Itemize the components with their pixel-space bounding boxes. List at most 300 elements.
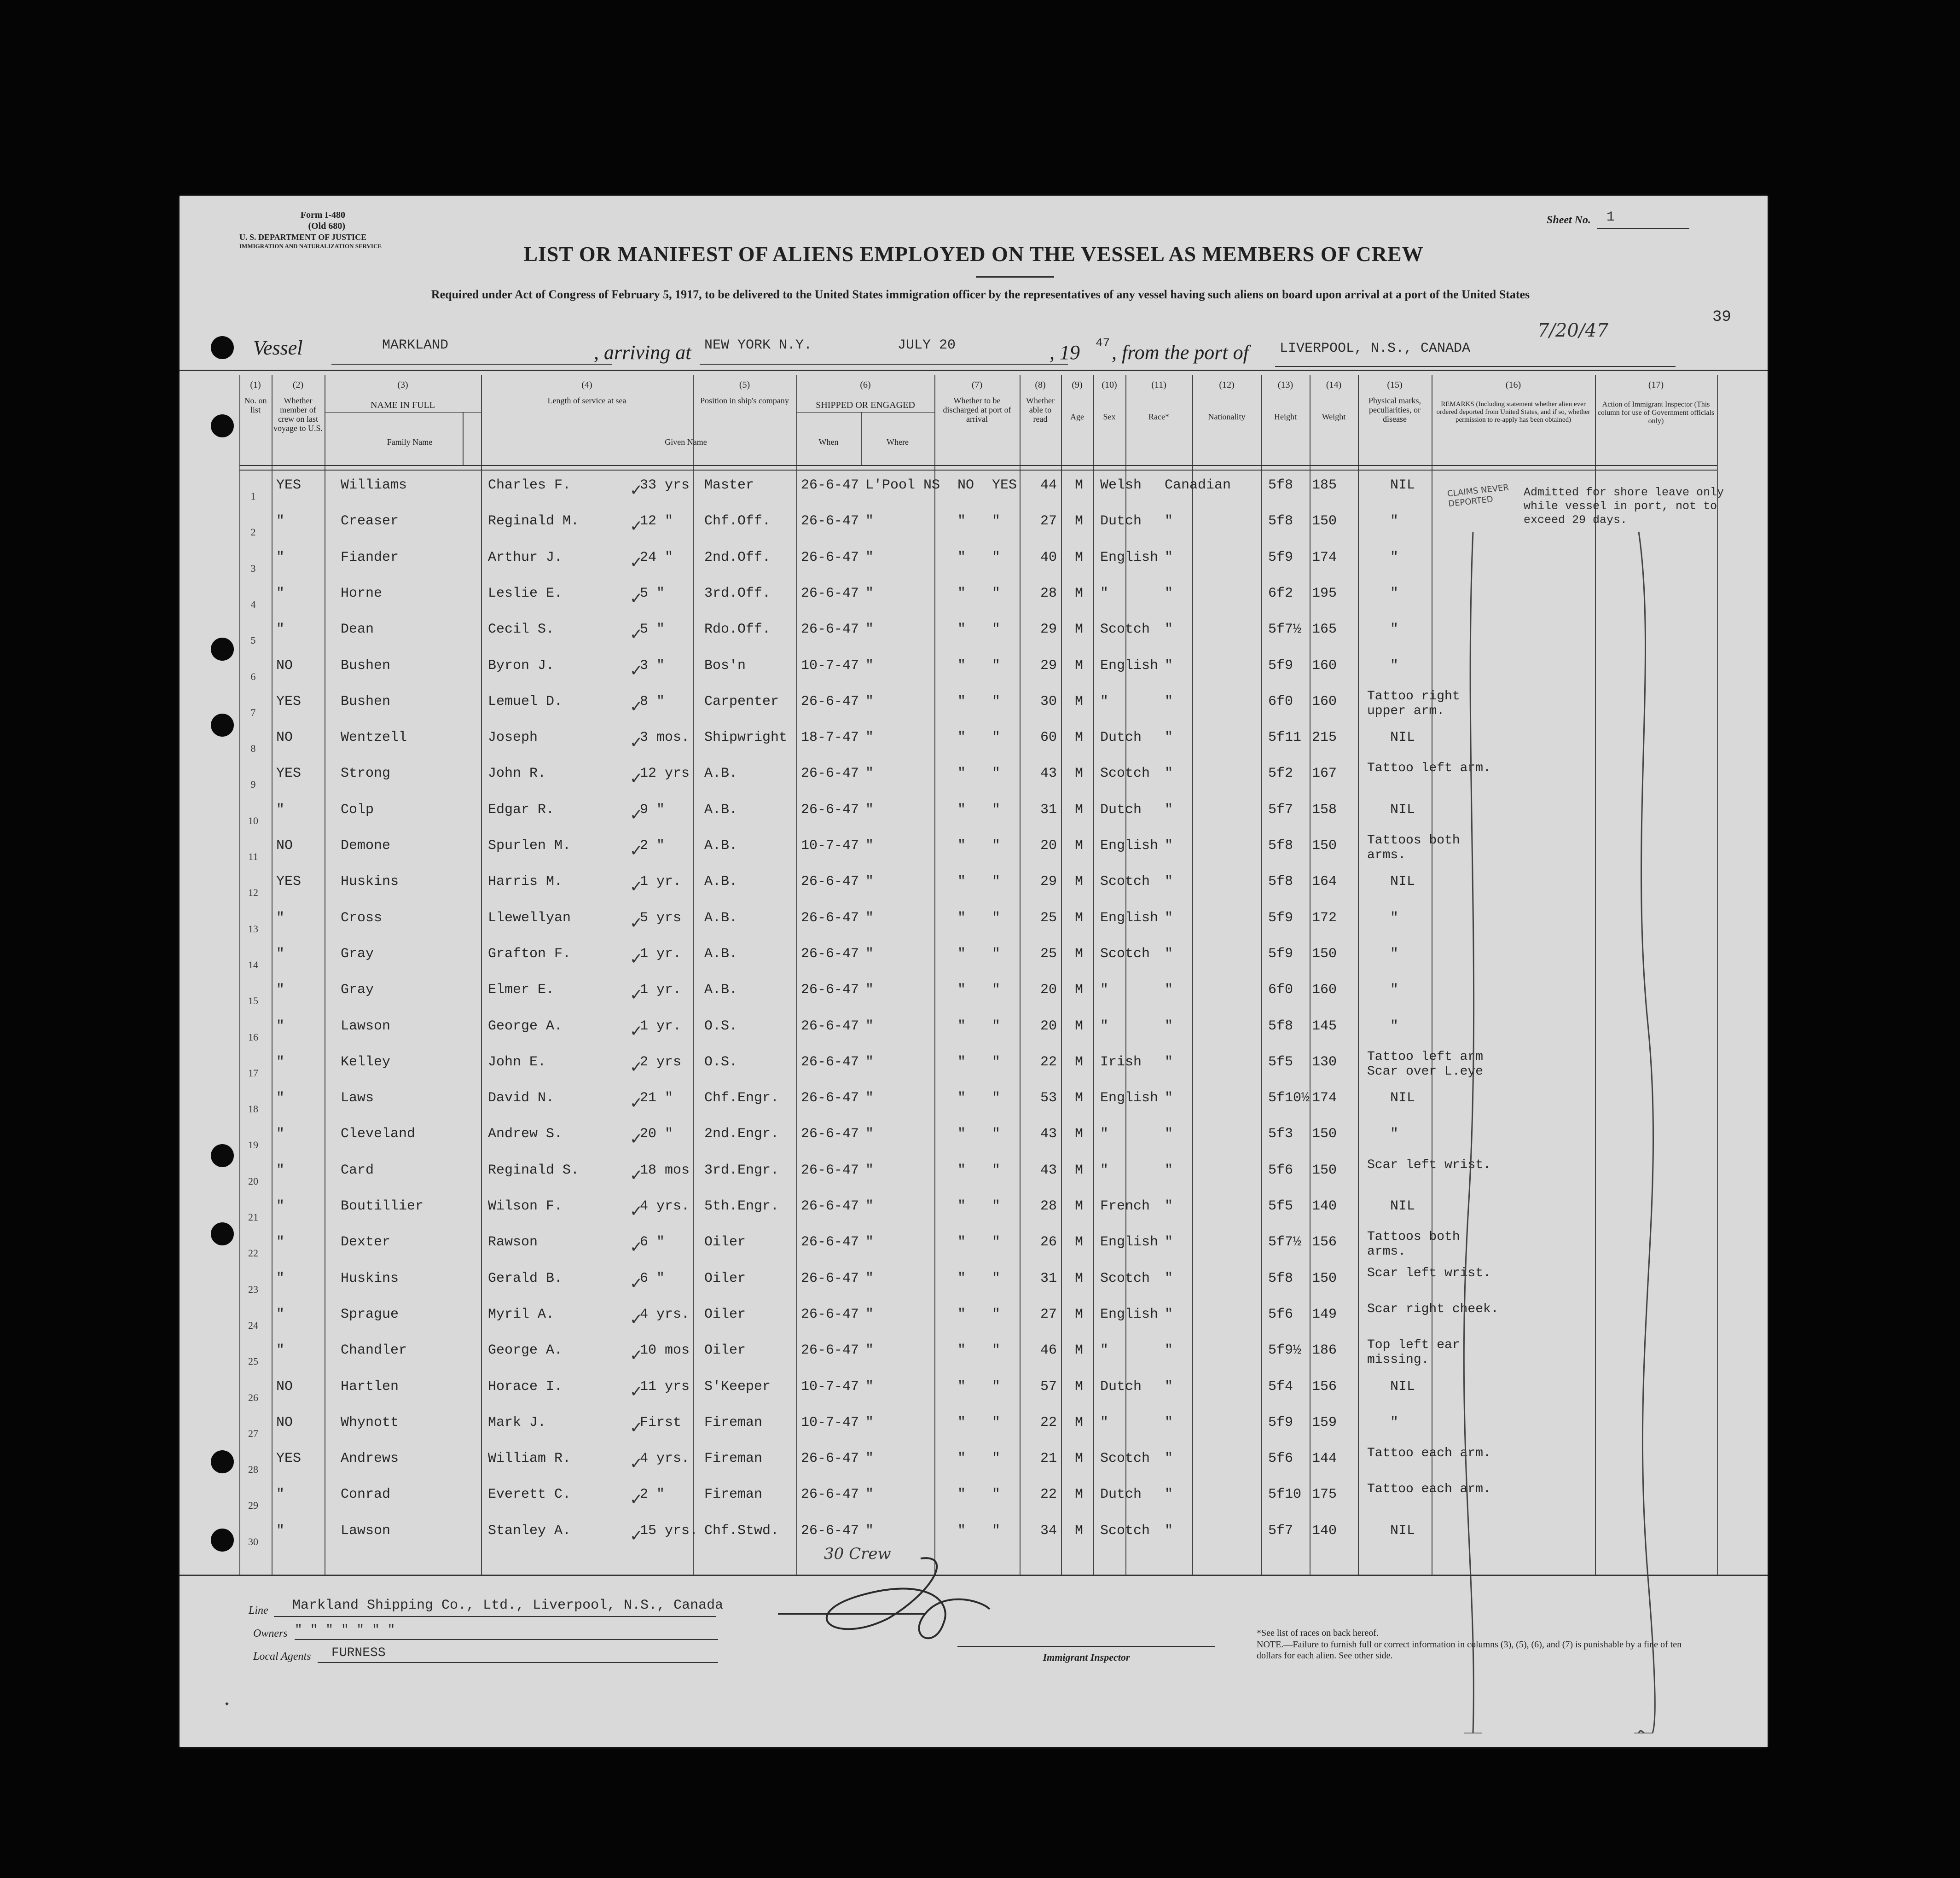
cell-sex: M [1075, 1054, 1084, 1070]
cell-family-name: Hartlen [341, 1378, 399, 1395]
cell-race: Dutch [1100, 730, 1142, 746]
check-mark-icon: ✓ [630, 1346, 643, 1365]
cell-shipped-when: 26-6-47 [801, 874, 859, 890]
cell-age: 43 [1040, 1126, 1057, 1142]
cell-shipped-when: 26-6-47 [801, 982, 859, 998]
cell-position: A.B. [704, 766, 738, 782]
cell-able-to-read: " [992, 982, 1001, 998]
cell-shipped-when: 26-6-47 [801, 802, 859, 818]
vessel-name: MARKLAND [382, 337, 449, 353]
cell-nationality: " [1165, 1054, 1173, 1070]
cell-shipped-where: " [865, 693, 874, 709]
cell-nationality: " [1165, 1162, 1173, 1178]
cell-weight: 167 [1312, 766, 1337, 782]
column-header: Length of service at sea [547, 396, 626, 405]
cell-nationality: " [1165, 982, 1173, 998]
check-mark-icon: ✓ [630, 733, 643, 752]
cell-family-name: Fiander [341, 549, 399, 565]
cell-position: A.B. [704, 982, 738, 998]
inspector-label: Immigrant Inspector [1043, 1651, 1130, 1663]
column-header: REMARKS (Including statement whether alien ever ordered deported from United States, and if so, whether permission to re-apply has been obtained) [1436, 401, 1590, 424]
cell-nationality: " [1165, 1523, 1173, 1539]
column-number: (6) [860, 380, 871, 390]
cell-service-length: ✓ 1 yr. [630, 1018, 682, 1041]
cell-able-to-read: " [992, 1126, 1001, 1142]
cell-service-length: ✓ 18 mos [630, 1162, 690, 1185]
cell-height: 5f8 [1268, 838, 1293, 854]
cell-shipped-where: " [865, 585, 874, 601]
vessel-label: Vessel [253, 337, 303, 359]
cell-family-name: Gray [341, 946, 374, 962]
cell-able-to-read: " [992, 910, 1001, 926]
cell-shipped-when: 26-6-47 [801, 622, 859, 638]
row-number: 10 [248, 814, 258, 826]
cell-last-voyage: NO [276, 838, 293, 854]
cell-sex: M [1075, 549, 1084, 565]
cell-shipped-where: " [865, 1126, 874, 1142]
cell-race: " [1100, 1343, 1109, 1359]
cell-nationality: " [1165, 1414, 1173, 1430]
cell-position: Fireman [704, 1451, 763, 1467]
cell-given-name: Byron J. [488, 657, 555, 674]
cell-sex: M [1075, 1414, 1084, 1430]
cell-weight: 164 [1312, 874, 1337, 890]
subheader-given-name: Given Name [665, 437, 707, 447]
cell-service-length: ✓ 6 " [630, 1234, 665, 1257]
cell-age: 53 [1040, 1090, 1057, 1106]
cell-age: 31 [1040, 1270, 1057, 1286]
cell-service-length: ✓ 21 " [630, 1090, 673, 1113]
cell-discharged: " [957, 657, 966, 674]
cell-shipped-when: 26-6-47 [801, 585, 859, 601]
cell-height: 5f9 [1268, 910, 1293, 926]
cell-family-name: Cleveland [341, 1126, 416, 1142]
cell-sex: M [1075, 693, 1084, 709]
cell-last-voyage: " [276, 1270, 285, 1286]
cell-physical-marks: NIL [1390, 730, 1415, 746]
cell-position: 2nd.Engr. [704, 1126, 779, 1142]
cell-discharged: " [957, 1054, 966, 1070]
check-mark-icon: ✓ [630, 1454, 643, 1473]
cell-physical-marks: " [1390, 622, 1399, 638]
check-mark-icon: ✓ [630, 589, 643, 608]
cell-service-length: ✓ First [630, 1414, 682, 1437]
cell-service-length: ✓ 6 " [630, 1270, 665, 1293]
cell-sex: M [1075, 1018, 1084, 1034]
cell-race: English [1100, 910, 1159, 926]
cell-shipped-when: 26-6-47 [801, 1234, 859, 1250]
cell-weight: 186 [1312, 1343, 1337, 1359]
cell-nationality: " [1165, 1126, 1173, 1142]
cell-age: 22 [1040, 1487, 1057, 1503]
cell-last-voyage: " [276, 910, 285, 926]
cell-sex: M [1075, 1343, 1084, 1359]
cell-physical-marks: Tattoo right upper arm. [1367, 689, 1460, 718]
cell-shipped-when: 10-7-47 [801, 1414, 859, 1430]
column-header: Height [1274, 412, 1297, 421]
cell-last-voyage: YES [276, 874, 302, 890]
cell-able-to-read: " [992, 1487, 1001, 1503]
cell-position: Oiler [704, 1270, 746, 1286]
cell-physical-marks: NIL [1390, 1378, 1415, 1395]
cell-discharged: " [957, 730, 966, 746]
cell-family-name: Colp [341, 802, 374, 818]
cell-position: 5th.Engr. [704, 1198, 779, 1214]
ditto-brackets [1455, 518, 1731, 1733]
cell-last-voyage: NO [276, 657, 293, 674]
cell-shipped-where: " [865, 838, 874, 854]
row-number: 18 [248, 1103, 258, 1115]
cell-race: English [1100, 549, 1159, 565]
cell-height: 5f9 [1268, 946, 1293, 962]
cell-race: Scotch [1100, 874, 1150, 890]
cell-given-name: Everett C. [488, 1487, 571, 1503]
cell-shipped-where: " [865, 1414, 874, 1430]
cell-discharged: " [957, 874, 966, 890]
row-number: 29 [248, 1500, 258, 1512]
cell-position: Oiler [704, 1234, 746, 1250]
cell-family-name: Dean [341, 622, 374, 638]
cell-service-length: ✓ 5 yrs [630, 910, 682, 932]
cell-shipped-where: " [865, 1054, 874, 1070]
requirement-text: Required under Act of Congress of February 5, 1917, to be delivered to the United States immigration officer by the representatives of any vessel having such aliens on board upon arrival at a port of the United States [431, 288, 1530, 301]
cell-physical-marks: " [1390, 1126, 1399, 1142]
cell-given-name: John R. [488, 766, 546, 782]
column-number: (16) [1505, 380, 1521, 390]
check-mark-icon: ✓ [630, 805, 643, 824]
crew-count-note: 30 Crew [824, 1545, 891, 1563]
column-number: (15) [1387, 380, 1403, 390]
check-mark-icon: ✓ [630, 1130, 643, 1149]
cell-weight: 174 [1312, 549, 1337, 565]
cell-sex: M [1075, 657, 1084, 674]
cell-physical-marks: NIL [1390, 874, 1415, 890]
cell-shipped-where: " [865, 513, 874, 529]
row-number: 22 [248, 1247, 258, 1259]
row-number: 20 [248, 1175, 258, 1187]
cell-shipped-where: " [865, 1378, 874, 1395]
cell-able-to-read: YES [992, 477, 1017, 493]
cell-sex: M [1075, 1090, 1084, 1106]
cell-shipped-when: 26-6-47 [801, 910, 859, 926]
cell-sex: M [1075, 1162, 1084, 1178]
cell-given-name: Stanley A. [488, 1523, 571, 1539]
cell-shipped-when: 26-6-47 [801, 1343, 859, 1359]
cell-age: 27 [1040, 513, 1057, 529]
cell-sex: M [1075, 766, 1084, 782]
column-number: (17) [1648, 380, 1664, 390]
cell-able-to-read: " [992, 1414, 1001, 1430]
cell-race: Dutch [1100, 1378, 1142, 1395]
cell-position: O.S. [704, 1018, 738, 1034]
cell-nationality: " [1165, 549, 1173, 565]
cell-given-name: Leslie E. [488, 585, 563, 601]
cell-height: 5f9 [1268, 657, 1293, 674]
cell-shipped-where: " [865, 946, 874, 962]
cell-discharged: " [957, 513, 966, 529]
cell-race: English [1100, 838, 1159, 854]
cell-nationality: " [1165, 766, 1173, 782]
cell-age: 25 [1040, 910, 1057, 926]
cell-weight: 174 [1312, 1090, 1337, 1106]
cell-discharged: " [957, 549, 966, 565]
cell-position: Fireman [704, 1414, 763, 1430]
column-number: (12) [1219, 380, 1235, 390]
cell-discharged: " [957, 1198, 966, 1214]
cell-age: 40 [1040, 549, 1057, 565]
cell-weight: 150 [1312, 1126, 1337, 1142]
cell-last-voyage: YES [276, 766, 302, 782]
check-mark-icon: ✓ [630, 1094, 643, 1113]
page-title: LIST OR MANIFEST OF ALIENS EMPLOYED ON THE VESSEL AS MEMBERS OF CREW [523, 242, 1424, 266]
cell-discharged: " [957, 1343, 966, 1359]
cell-discharged: " [957, 1018, 966, 1034]
cell-weight: 150 [1312, 838, 1337, 854]
cell-position: Chf.Engr. [704, 1090, 779, 1106]
check-mark-icon: ✓ [630, 1166, 643, 1185]
column-number: (4) [581, 380, 592, 390]
cell-family-name: Huskins [341, 1270, 399, 1286]
binder-hole [211, 414, 234, 437]
check-mark-icon: ✓ [630, 913, 643, 932]
remarks-line-3: exceed 29 days. [1524, 513, 1628, 527]
cell-family-name: Wentzell [341, 730, 407, 746]
cell-weight: 165 [1312, 622, 1337, 638]
cell-family-name: Boutillier [341, 1198, 424, 1214]
cell-height: 5f9 [1268, 549, 1293, 565]
cell-given-name: George A. [488, 1018, 563, 1034]
column-header: Race* [1148, 412, 1169, 421]
cell-able-to-read: " [992, 838, 1001, 854]
cell-height: 6f0 [1268, 693, 1293, 709]
cell-nationality: " [1165, 910, 1173, 926]
cell-age: 30 [1040, 693, 1057, 709]
row-number: 6 [250, 670, 256, 682]
cell-height: 6f0 [1268, 982, 1293, 998]
cell-able-to-read: " [992, 1054, 1001, 1070]
cell-weight: 159 [1312, 1414, 1337, 1430]
cell-discharged: " [957, 1126, 966, 1142]
cell-race: Irish [1100, 1054, 1142, 1070]
cell-able-to-read: " [992, 657, 1001, 674]
cell-service-length: ✓ 9 " [630, 802, 665, 824]
cell-given-name: Joseph [488, 730, 538, 746]
cell-discharged: " [957, 693, 966, 709]
cell-family-name: Strong [341, 766, 391, 782]
cell-race: " [1100, 585, 1109, 601]
cell-nationality: " [1165, 657, 1173, 674]
cell-service-length: ✓ 15 yrs. [630, 1523, 698, 1545]
row-number: 11 [248, 851, 258, 862]
check-mark-icon: ✓ [630, 1274, 643, 1293]
cell-last-voyage: " [276, 513, 285, 529]
cell-shipped-where: " [865, 982, 874, 998]
cell-physical-marks: " [1390, 513, 1399, 529]
cell-position: Rdo.Off. [704, 622, 771, 638]
column-header: Weight [1322, 412, 1346, 421]
cell-able-to-read: " [992, 549, 1001, 565]
cell-shipped-where: " [865, 1451, 874, 1467]
cell-physical-marks: Tattoo each arm. [1367, 1482, 1491, 1497]
cell-shipped-when: 26-6-47 [801, 1126, 859, 1142]
cell-shipped-when: 26-6-47 [801, 513, 859, 529]
cell-able-to-read: " [992, 1343, 1001, 1359]
cell-shipped-where: " [865, 730, 874, 746]
cell-service-length: ✓ 20 " [630, 1126, 673, 1149]
check-mark-icon: ✓ [630, 553, 643, 572]
row-number: 5 [250, 634, 256, 646]
cell-last-voyage: " [276, 1126, 285, 1142]
cell-sex: M [1075, 1451, 1084, 1467]
cell-shipped-where: " [865, 1270, 874, 1286]
cell-weight: 175 [1312, 1487, 1337, 1503]
cell-position: Carpenter [704, 693, 779, 709]
cell-shipped-when: 10-7-47 [801, 838, 859, 854]
printer-mark: ◆ [225, 1701, 229, 1706]
cell-height: 6f2 [1268, 585, 1293, 601]
cell-height: 5f5 [1268, 1054, 1293, 1070]
cell-height: 5f7 [1268, 802, 1293, 818]
cell-age: 22 [1040, 1054, 1057, 1070]
cell-age: 57 [1040, 1378, 1057, 1395]
inspector-signature [769, 1545, 1119, 1655]
cell-shipped-where: " [865, 1306, 874, 1322]
cell-nationality: " [1165, 585, 1173, 601]
cell-family-name: Creaser [341, 513, 399, 529]
manifest-sheet [180, 196, 1768, 1747]
cell-last-voyage: " [276, 1306, 285, 1322]
cell-age: 22 [1040, 1414, 1057, 1430]
check-mark-icon: ✓ [630, 1022, 643, 1041]
cell-height: 5f6 [1268, 1306, 1293, 1322]
cell-given-name: John E. [488, 1054, 546, 1070]
cell-race: " [1100, 1018, 1109, 1034]
cell-service-length: ✓ 4 yrs. [630, 1198, 690, 1221]
cell-sex: M [1075, 910, 1084, 926]
cell-sex: M [1075, 513, 1084, 529]
check-mark-icon: ✓ [630, 1418, 643, 1437]
remarks-line-2: while vessel in port, not to [1524, 500, 1717, 513]
cell-sex: M [1075, 1523, 1084, 1539]
row-number: 15 [248, 995, 258, 1007]
check-mark-icon: ✓ [630, 878, 643, 896]
row-number: 25 [248, 1355, 258, 1367]
cell-physical-marks: NIL [1390, 477, 1415, 493]
column-header: Position in ship's company [700, 396, 789, 405]
column-number: (8) [1035, 380, 1046, 390]
row-number: 13 [248, 923, 258, 935]
cell-family-name: Bushen [341, 693, 391, 709]
cell-discharged: " [957, 1234, 966, 1250]
cell-shipped-where: " [865, 1090, 874, 1106]
cell-discharged: " [957, 1523, 966, 1539]
cell-service-length: ✓ 11 yrs [630, 1378, 690, 1401]
cell-race: " [1100, 982, 1109, 998]
cell-sex: M [1075, 622, 1084, 638]
cell-shipped-when: 26-6-47 [801, 1523, 859, 1539]
row-number: 8 [250, 743, 256, 755]
check-mark-icon: ✓ [630, 661, 643, 680]
cell-shipped-when: 26-6-47 [801, 1054, 859, 1070]
cell-nationality: " [1165, 1234, 1173, 1250]
cell-service-length: ✓ 1 yr. [630, 946, 682, 968]
cell-sex: M [1075, 946, 1084, 962]
cell-sex: M [1075, 874, 1084, 890]
cell-nationality: " [1165, 802, 1173, 818]
column-header: Whether able to read [1026, 396, 1055, 424]
cell-given-name: Charles F. [488, 477, 571, 493]
cell-position: Shipwright [704, 730, 788, 746]
cell-shipped-when: 26-6-47 [801, 1090, 859, 1106]
cell-race: Welsh [1100, 477, 1142, 493]
cell-position: A.B. [704, 838, 738, 854]
year-label: , 19 [1050, 341, 1080, 364]
cell-height: 5f9 [1268, 1414, 1293, 1430]
cell-service-length: ✓ 12 " [630, 513, 673, 536]
cell-weight: 145 [1312, 1018, 1337, 1034]
cell-able-to-read: " [992, 1234, 1001, 1250]
cell-position: Fireman [704, 1487, 763, 1503]
cell-service-length: ✓ 3 mos. [630, 730, 690, 752]
cell-sex: M [1075, 1234, 1084, 1250]
cell-weight: 150 [1312, 1270, 1337, 1286]
cell-age: 29 [1040, 622, 1057, 638]
cell-weight: 150 [1312, 513, 1337, 529]
cell-service-length: ✓ 8 " [630, 693, 665, 716]
cell-height: 5f2 [1268, 766, 1293, 782]
cell-family-name: Gray [341, 982, 374, 998]
row-number: 7 [250, 706, 256, 718]
cell-nationality: " [1165, 1378, 1173, 1395]
subheader-where: Where [887, 437, 909, 447]
cell-race: Scotch [1100, 1451, 1150, 1467]
cell-last-voyage: " [276, 1234, 285, 1250]
cell-given-name: Edgar R. [488, 802, 555, 818]
cell-family-name: Huskins [341, 874, 399, 890]
cell-weight: 130 [1312, 1054, 1337, 1070]
cell-discharged: NO [957, 477, 974, 493]
cell-shipped-where: " [865, 657, 874, 674]
cell-nationality: " [1165, 730, 1173, 746]
cell-height: 5f4 [1268, 1378, 1293, 1395]
check-mark-icon: ✓ [630, 625, 643, 644]
cell-sex: M [1075, 1126, 1084, 1142]
cell-discharged: " [957, 1090, 966, 1106]
cell-given-name: Reginald S. [488, 1162, 580, 1178]
cell-shipped-where: " [865, 1487, 874, 1503]
cell-physical-marks: " [1390, 1018, 1399, 1034]
cell-family-name: Kelley [341, 1054, 391, 1070]
line-value: Markland Shipping Co., Ltd., Liverpool, N.S., Canada [292, 1598, 724, 1613]
cell-height: 5f3 [1268, 1126, 1293, 1142]
cell-physical-marks: Tattoo left arm Scar over L.eye [1367, 1049, 1484, 1079]
cell-given-name: Elmer E. [488, 982, 555, 998]
cell-family-name: Laws [341, 1090, 374, 1106]
cell-service-length: ✓ 33 yrs [630, 477, 690, 500]
cell-able-to-read: " [992, 1270, 1001, 1286]
cell-given-name: William R. [488, 1451, 571, 1467]
cell-discharged: " [957, 1162, 966, 1178]
cell-position: A.B. [704, 802, 738, 818]
cell-height: 5f5 [1268, 1198, 1293, 1214]
cell-age: 20 [1040, 982, 1057, 998]
column-number: (1) [250, 380, 261, 390]
cell-discharged: " [957, 766, 966, 782]
cell-service-length: ✓ 4 yrs. [630, 1306, 690, 1329]
cell-weight: 149 [1312, 1306, 1337, 1322]
cell-position: 2nd.Off. [704, 549, 771, 565]
cell-physical-marks: " [1390, 946, 1399, 962]
